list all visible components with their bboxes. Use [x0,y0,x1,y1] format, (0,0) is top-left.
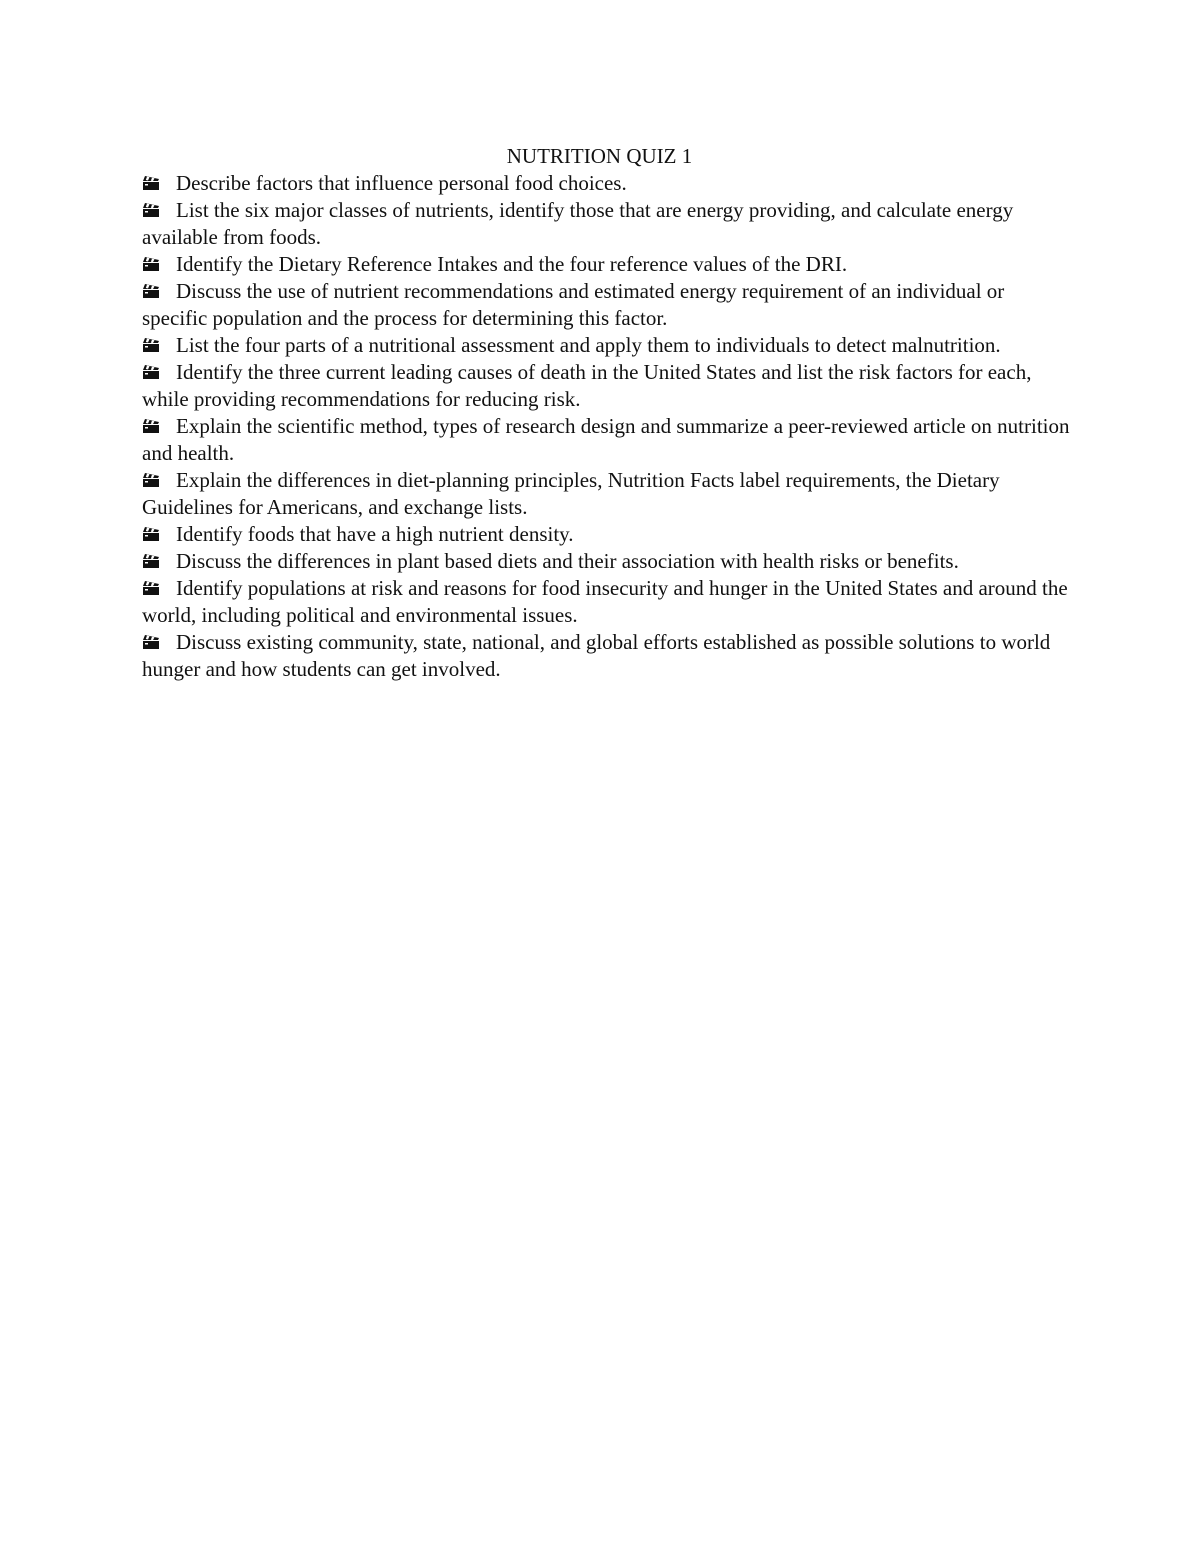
objective-text: Describe factors that influence personal food choices. [176,171,627,195]
document-content [142,143,1072,683]
objective-item-6 [142,359,1072,413]
objective-item-1 [142,170,1072,197]
objective-text: List the six major classes of nutrients, identify those that are energy providing, and calculate energy available from foods. [142,198,1014,249]
clapperboard-icon [142,175,162,191]
objective-text: Identify the Dietary Reference Intakes and the four reference values of the DRI. [176,252,848,276]
clapperboard-icon [142,553,162,569]
objective-item-5 [142,332,1072,359]
objective-text: Identify foods that have a high nutrient density. [176,522,574,546]
objectives-list [142,170,1072,683]
objective-item-4 [142,278,1072,332]
objective-text: Discuss the use of nutrient recommendations and estimated energy requirement of an individual or specific population and the process for determining this factor. [142,279,1005,330]
objective-item-7 [142,413,1072,467]
clapperboard-icon [142,580,162,596]
objective-item-3 [142,251,1072,278]
clapperboard-icon [142,526,162,542]
clapperboard-icon [142,202,162,218]
objective-item-12 [142,629,1072,683]
objective-item-10 [142,548,1072,575]
document-title: NUTRITION QUIZ 1 [506,144,693,168]
objective-text: Identify the three current leading causes of death in the United States and list the risk factors for each, while providing recommendations for reducing risk. [142,360,1032,411]
clapperboard-icon [142,418,162,434]
objective-text: Identify populations at risk and reasons for food insecurity and hunger in the United States and around the world, including political and environmental issues. [142,576,1068,627]
clapperboard-icon [142,364,162,380]
clapperboard-icon [142,472,162,488]
clapperboard-icon [142,283,162,299]
objective-item-2 [142,197,1072,251]
clapperboard-icon [142,337,162,353]
objective-item-9 [142,521,1072,548]
objective-text: Discuss existing community, state, national, and global efforts established as possible solutions to world hunger and how students can get involved. [142,630,1051,681]
objective-item-11 [142,575,1072,629]
objective-item-8 [142,467,1072,521]
clapperboard-icon [142,256,162,272]
objective-text: Discuss the differences in plant based diets and their association with health risks or benefits. [176,549,959,573]
objective-text: List the four parts of a nutritional assessment and apply them to individuals to detect malnutrition. [176,333,1001,357]
objective-text: Explain the differences in diet-planning principles, Nutrition Facts label requirements, the Dietary Guidelines for Americans, and exchange lists. [142,468,1000,519]
clapperboard-icon [142,634,162,650]
objective-text: Explain the scientific method, types of research design and summarize a peer-reviewed article on nutrition and health. [142,414,1070,465]
